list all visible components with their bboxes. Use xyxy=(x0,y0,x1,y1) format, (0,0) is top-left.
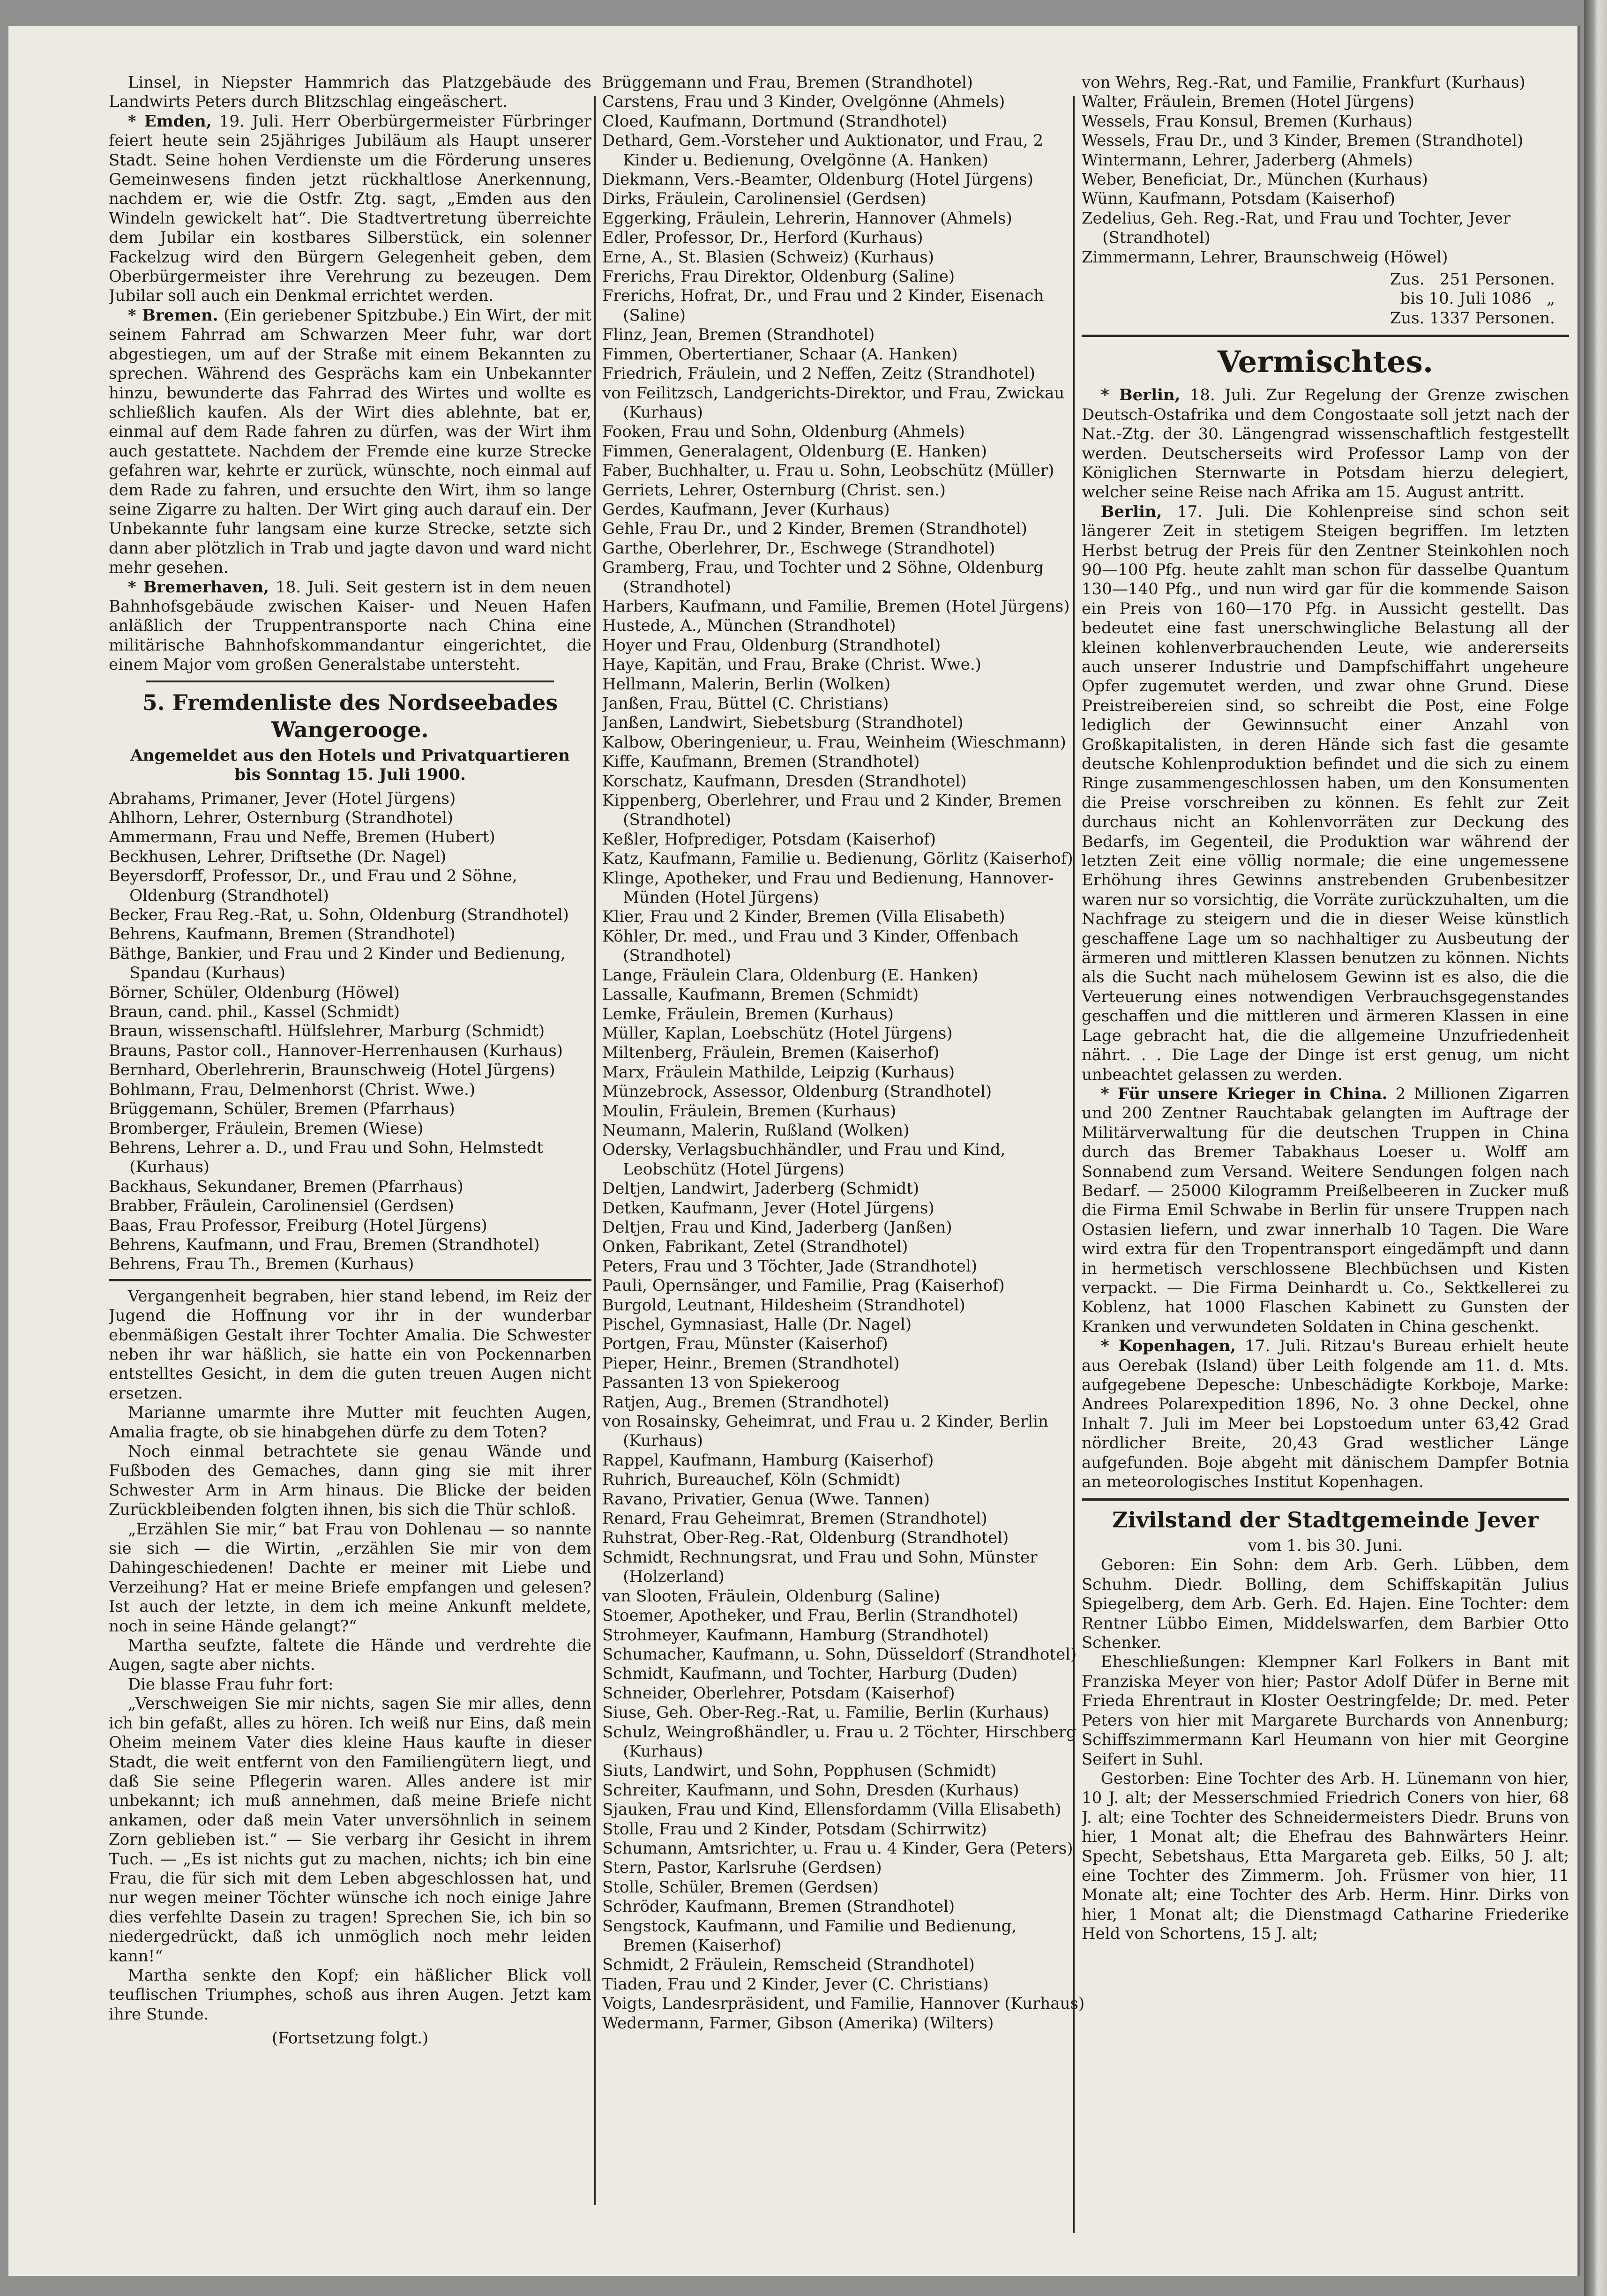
guest-list-date: bis Sonntag 15. Juli 1900. xyxy=(234,765,466,784)
guest-entry: Ravano, Privatier, Genua (Wwe. Tannen) xyxy=(602,1489,930,1509)
guest-entry: Dethard, Gem.-Vorsteher und Auktionator, und Frau, 2 Kinder u. Bedienung, Ovelgönne (A. Hanken) xyxy=(602,131,1044,170)
guest-entry: Brüggemann und Frau, Bremen (Strandhotel) xyxy=(602,73,973,92)
guest-entry: Deltjen, Frau und Kind, Jaderberg (Janßen) xyxy=(602,1218,952,1237)
guest-entry: Deltjen, Landwirt, Jaderberg (Schmidt) xyxy=(602,1179,919,1198)
guest-entry: Brüggemann, Schüler, Bremen (Pfarrhaus) xyxy=(109,1099,455,1119)
guest-entry: Kiffe, Kaufmann, Bremen (Strandhotel) xyxy=(602,752,920,771)
divider xyxy=(109,1279,591,1281)
civil-registry-heading: Zivilstand der Stadtgemeinde Jever xyxy=(1112,1507,1539,1533)
guest-entry: Faber, Buchhalter, u. Frau u. Sohn, Leobschütz (Müller) xyxy=(602,461,1054,480)
guest-entry: Backhaus, Sekundaner, Bremen (Pfarrhaus) xyxy=(109,1177,463,1196)
guest-entry: Bäthge, Bankier, und Frau und 2 Kinder und Bedienung, Spandau (Kurhaus) xyxy=(109,944,566,983)
guest-list-heading: 5. Fremdenliste des Nordseebades Wangerooge. xyxy=(142,689,558,742)
guest-entry: van Slooten, Fräulein, Oldenburg (Saline) xyxy=(602,1586,940,1606)
guest-entry: Börner, Schüler, Oldenburg (Höwel) xyxy=(109,983,400,1002)
guest-entry: Becker, Frau Reg.-Rat, u. Sohn, Oldenburg (Strandhotel) xyxy=(109,905,569,925)
guest-entry: Garthe, Oberlehrer, Dr., Eschwege (Strandhotel) xyxy=(602,538,995,558)
guest-entry: Keßler, Hofprediger, Potsdam (Kaiserhof) xyxy=(602,830,936,849)
guest-entry: Marx, Fräulein Mathilde, Leipzig (Kurhaus) xyxy=(602,1062,955,1082)
guest-entry: Hellmann, Malerin, Berlin (Wolken) xyxy=(602,674,891,694)
guest-entry: Zedelius, Geh. Reg.-Rat, und Frau und Tochter, Jever (Strandhotel) xyxy=(1082,209,1511,247)
guest-entry: Moulin, Fräulein, Bremen (Kurhaus) xyxy=(602,1101,897,1121)
guest-entry: Hoyer und Frau, Oldenburg (Strandhotel) xyxy=(602,636,941,655)
guest-entry: Janßen, Landwirt, Siebetsburg (Strandhotel) xyxy=(602,713,964,733)
guest-entry: Schulz, Weingroßhändler, u. Frau u. 2 Töchter, Hirschberg (Kurhaus) xyxy=(602,1722,1076,1761)
news-section xyxy=(109,73,591,675)
guest-totals xyxy=(1082,270,1569,328)
guest-entry: von Wehrs, Reg.-Rat, und Familie, Frankfurt (Kurhaus) xyxy=(1082,73,1525,92)
guest-entry: Ruhstrat, Ober-Reg.-Rat, Oldenburg (Strandhotel) xyxy=(602,1528,1009,1548)
guest-entry: Kalbow, Oberingenieur, u. Frau, Weinheim (Wieschmann) xyxy=(602,733,1066,752)
guest-entry: Walter, Fräulein, Bremen (Hotel Jürgens) xyxy=(1082,92,1414,112)
article-text: 17. Juli. Ritzau's Bureau erhielt heute aus Oerebak (Island) über Leith folgende am 11. d. Mts. aufgegebene Depesche: Unbeschädigte Korkboje, Marke: Andrees Polarexpedition 1896, No. 3 ohne Deckel, ohne Inhalt 7. Juli im Meer bei Lopstoedum unter 63,42 Grad nördlicher Breite, 20,43 Grad westlicher Länge aufgefunden. Boje abgeht mit dänischem Dampfer Botnia an meteorologisches Institut Kopenhagen. xyxy=(1082,1337,1569,1492)
guest-entry: Burgold, Leutnant, Hildesheim (Strandhotel) xyxy=(602,1295,965,1315)
misc-article xyxy=(1082,1337,1569,1492)
guest-entry: Stern, Pastor, Karlsruhe (Gerdsen) xyxy=(602,1858,882,1877)
guest-entry: Gehle, Frau Dr., und 2 Kinder, Bremen (Strandhotel) xyxy=(602,519,1027,538)
guest-entry: Schneider, Oberlehrer, Potsdam (Kaiserhof) xyxy=(602,1683,955,1703)
article-text: Linsel, in Niepster Hammrich das Platzgebäude des Landwirts Peters durch Blitzschlag eingeäschert. xyxy=(109,73,591,112)
misc-article xyxy=(1082,1084,1569,1337)
guest-entry: Stoemer, Apotheker, und Frau, Berlin (Strandhotel) xyxy=(602,1606,1018,1625)
guest-entry: Erne, A., St. Blasien (Schweiz) (Kurhaus) xyxy=(602,247,934,267)
article-dateline: * Emden, xyxy=(127,112,212,131)
misc-heading: Vermischtes. xyxy=(1217,344,1434,380)
guest-entry: Münzebrock, Assessor, Oldenburg (Strandhotel) xyxy=(602,1082,992,1101)
guest-entry: Passanten 13 von Spiekeroog xyxy=(602,1373,840,1392)
guest-entry: Fimmen, Obertertianer, Schaar (A. Hanken) xyxy=(602,344,958,364)
guest-entry: Fimmen, Generalagent, Oldenburg (E. Hanken) xyxy=(602,441,987,461)
guest-list-subheading: Angemeldet aus den Hotels und Privatquartieren xyxy=(130,746,570,765)
civil-paragraph: Geboren: Ein Sohn: dem Arb. Gerh. Lübben, dem Schuhm. Diedr. Bolling, dem Schiffskapitän Julius Spiegelberg, dem Arb. Gerh. Ed. Hajen. Eine Tochter: dem Rentner Lübbo Eimen, Middelswarfen, dem Barbier Otto Schenker. xyxy=(1082,1556,1569,1653)
guest-entry: Ammermann, Frau und Neffe, Bremen (Hubert) xyxy=(109,828,495,847)
story-paragraph: „Verschweigen Sie mir nichts, sagen Sie mir alles, denn ich bin gefaßt, alles zu hören. Ich weiß nur Eins, daß mein Oheim meinem Vater dies kleine Haus kaufte in dieser Stadt, die weit entfernt von den Familiengütern liegt, und daß Sie seine Pflegerin waren. Alles andere ist mir unbekannt; ich muß annehmen, daß meine Briefe nicht ankamen, oder daß mein Vater unversöhnlich in seinem Zorn geblieben ist.“ — Sie verbarg ihr Gesicht in ihrem Tuch. — „Es ist nichts gut zu machen, nichts; ich bin eine Frau, die für sich mit dem Leben abgeschlossen hat, und nur wegen meiner Töchter wünsche ich noch einige Jahre dies verfehlte Dasein zu tragen! Sprechen Sie, ich bin so niedergedrückt, daß ich unmöglich noch mehr leiden kann!“ xyxy=(109,1694,591,1966)
guest-entry: Köhler, Dr. med., und Frau und 3 Kinder, Offenbach (Strandhotel) xyxy=(602,927,1019,965)
guest-entry: Weber, Beneficiat, Dr., München (Kurhaus) xyxy=(1082,170,1428,189)
guest-entry: Schmidt, 2 Fräulein, Remscheid (Strandhotel) xyxy=(602,1955,975,1974)
guest-entry: Pieper, Heinr., Bremen (Strandhotel) xyxy=(602,1354,900,1373)
misc-article xyxy=(1082,502,1569,1084)
continuation-note: (Fortsetzung folgt.) xyxy=(271,2029,429,2048)
guest-entry: Klinge, Apotheker, und Frau und Bedienung, Hannover-Münden (Hotel Jürgens) xyxy=(602,868,1054,907)
guest-entry: Kippenberg, Oberlehrer, und Frau und 2 Kinder, Bremen (Strandhotel) xyxy=(602,791,1062,830)
article-dateline: * Berlin, xyxy=(1100,386,1181,405)
page-edge xyxy=(1584,0,1607,2296)
article-dateline: Berlin, xyxy=(1100,502,1162,521)
divider xyxy=(1082,1498,1569,1501)
guest-entry: Schumann, Amtsrichter, u. Frau u. 4 Kinder, Gera (Peters) xyxy=(602,1839,1073,1858)
guest-entry: Sjauken, Frau und Kind, Ellensfordamm (Villa Elisabeth) xyxy=(602,1800,1061,1819)
guest-entry: Behrens, Frau Th., Bremen (Kurhaus) xyxy=(109,1255,414,1274)
guest-entry: Fooken, Frau und Sohn, Oldenburg (Ahmels) xyxy=(602,422,965,441)
story-paragraph: Martha seufzte, faltete die Hände und verdrehte die Augen, sagte aber nichts. xyxy=(109,1636,591,1675)
article-text: (Ein geriebener Spitzbube.) Ein Wirt, der mit seinem Fahrrad am Schwarzen Meer fuhr, war dort abgestiegen, um auf der Straße mit einem Bekannten zu sprechen. Während des Gesprächs kam ein Unbekannter hinzu, bewunderte das Fahrrad des Wirtes und wollte es schließlich kaufen. Als der Wirt dies ablehnte, bat er, einmal auf dem Rade fahren zu dürfen, was der Wirt ihm auch gestattete. Nachdem der Fremde eine kurze Strecke gefahren war, kehrte er zurück, wünschte, noch einmal auf dem Rade zu fahren, und ersuchte den Wirt, ihm so lange seine Zigarre zu halten. Der Wirt ging auch darauf ein. Der Unbekannte fuhr langsam eine kurze Strecke, setzte sich dann aber plötzlich in Trab und jagte davon und ward nicht mehr gesehen. xyxy=(109,306,591,577)
article-text: 17. Juli. Die Kohlenpreise sind schon seit längerer Zeit in stetigem Steigen begriffen. Im letzten Herbst betrug der Preis für den Zentner Steinkohlen noch 90—100 Pfg. heute zahlt man schon für dasselbe Quantum 130—140 Pfg., und nun wird gar für die kommende Saison ein Preis von 160—170 Pfg. in Aussicht gestellt. Das bedeutet eine fast unerschwingliche Belastung all der kleinen kohlenverbrauchenden Leute, wie andererseits auch unserer Industrie und Dampfschiffahrt ungeheure Opfer zugemutet werden, und zwar ohne Grund. Diese Preistreibereien sind, so schreibt die Post, eine Folge lediglich der Gewinnsucht einer Anzahl von Großkapitalisten, in deren Hände sich fast die gesamte deutsche Kohlenproduktion befindet und die sich zu einem Ringe zusammengeschlossen haben, um den Konsumenten die Preise vorschreiben zu können. Es fehlt zur Zeit durchaus nicht an Kohlenvorräten zur Deckung des Bedarfs, im Gegenteil, die Produktion war während der letzten Zeit eine völlig normale; die eine ungemessene Erhöhung ihres Gewinns anstrebenden Grubenbesitzer waren nur so vorsichtig, die Vorräte zurückzuhalten, um die Nachfrage zu steigern und die in dieser Weise künstlich geschaffene Lage um so nachhaltiger zu Ausbeutung der ärmeren und mittleren Klassen benutzen zu können. Nichts als die Sucht nach mühelosem Gewinn ist es also, die die Verteuerung eines notwendigen Verbrauchsgegenstandes geschaffen und die mittleren und ärmeren Klassen in eine Lage gebracht hat, die die allgemeine Unzufriedenheit nährt. . . Die Lage der Dinge ist erst genug, um nicht unbeachtet gelassen zu werden. xyxy=(1082,502,1569,1084)
article-text: 2 Millionen Zigarren und 200 Zentner Rauchtabak gelangten im Auftrage der Militärverwaltung für die deutschen Truppen in China durch das Bremer Tabakhaus Loeser u. Wolff am Sonnabend zum Versand. Weitere Sendungen folgen nach Bedarf. — 25000 Kilogramm Preißelbeeren in Zucker muß die Firma Emil Schwabe in Berlin für unsere Truppen nach Ostasien liefern, und zwar innerhalb 10 Tagen. Die Ware wird extra für den Tropentransport eingedämpft und dann in hermetisch verschlossene Blechbüchsen und Kisten verpackt. — Die Firma Deinhardt u. Co., Sektkellerei zu Koblenz, hat 1000 Flaschen Kabinett zu Gunsten der Kranken und verwundeten Soldaten in China geschenkt. xyxy=(1082,1084,1569,1336)
guest-entry: Dirks, Fräulein, Carolinensiel (Gerdsen) xyxy=(602,189,927,209)
guest-entry: Braun, cand. phil., Kassel (Schmidt) xyxy=(109,1002,400,1022)
guest-entry: Behrens, Kaufmann, und Frau, Bremen (Strandhotel) xyxy=(109,1235,540,1254)
misc-article xyxy=(1082,386,1569,502)
guest-entry: Pauli, Opernsänger, und Familie, Prag (Kaiserhof) xyxy=(602,1276,1005,1295)
guest-entry: Wintermann, Lehrer, Jaderberg (Ahmels) xyxy=(1082,150,1413,170)
news-article xyxy=(109,112,591,306)
guest-entry: Voigts, Landesrpräsident, und Familie, Hannover (Kurhaus) xyxy=(602,1994,1085,2013)
guest-entry: Wedermann, Farmer, Gibson (Amerika) (Wilters) xyxy=(602,2013,994,2033)
guest-entry: Abrahams, Primaner, Jever (Hotel Jürgens) xyxy=(109,789,456,808)
guest-entry: Eggerking, Fräulein, Lehrerin, Hannover (Ahmels) xyxy=(602,209,1012,228)
guest-entry: Ruhrich, Bureauchef, Köln (Schmidt) xyxy=(602,1470,901,1489)
guest-entry: Flinz, Jean, Bremen (Strandhotel) xyxy=(602,325,875,344)
story-paragraph: „Erzählen Sie mir,“ bat Frau von Dohlenau — so nannte sie sich — die Wirtin, „erzählen Sie mir von dem Dahingeschiedenen! Dachte er meiner mit Liebe und Verzeihung? Hat er meine Briefe empfangen und gelesen? Ist auch der letzte, in dem ich meine Ankunft meldete, noch in seine Hände gelangt?“ xyxy=(109,1519,591,1636)
guest-entry: Tiaden, Frau und 2 Kinder, Jever (C. Christians) xyxy=(602,1974,989,1994)
article-dateline: * Kopenhagen, xyxy=(1100,1337,1236,1356)
guest-entry: Detken, Kaufmann, Jever (Hotel Jürgens) xyxy=(602,1198,934,1218)
guest-entry: Haye, Kapitän, und Frau, Brake (Christ. Wwe.) xyxy=(602,655,981,674)
news-article xyxy=(109,306,591,578)
guest-entry: Brauns, Pastor coll., Hannover-Herrenhausen (Kurhaus) xyxy=(109,1041,563,1060)
guest-entry: Renard, Frau Geheimrat, Bremen (Strandhotel) xyxy=(602,1509,987,1528)
guest-entry: Pischel, Gymnasiast, Halle (Dr. Nagel) xyxy=(602,1315,912,1334)
guest-entry: Cloed, Kaufmann, Dortmund (Strandhotel) xyxy=(602,112,947,131)
story-paragraph: Martha senkte den Kopf; ein häßlicher Blick voll teuflischen Triumphes, schoß aus ihren Augen. Jetzt kam ihre Stunde. xyxy=(109,1966,591,2024)
guest-entry: Wünn, Kaufmann, Potsdam (Kaiserhof) xyxy=(1082,189,1395,209)
guest-entry: Hustede, A., München (Strandhotel) xyxy=(602,616,896,636)
guest-entry: Lassalle, Kaufmann, Bremen (Schmidt) xyxy=(602,985,919,1004)
guest-entry: Harbers, Kaufmann, und Familie, Bremen (Hotel Jürgens) xyxy=(602,597,1070,616)
guest-entry: Gerdes, Kaufmann, Jever (Kurhaus) xyxy=(602,500,890,519)
total-line: Zus. 251 Personen. xyxy=(1390,270,1555,289)
column-middle xyxy=(602,73,1085,2248)
guest-entry: Ratjen, Aug., Bremen (Strandhotel) xyxy=(602,1392,889,1412)
article-dateline: * Für unsere Krieger in China. xyxy=(1100,1084,1388,1103)
guest-entry: Ahlhorn, Lehrer, Osternburg (Strandhotel) xyxy=(109,808,454,827)
guest-entry: Schmidt, Kaufmann, und Tochter, Harburg (Duden) xyxy=(602,1664,1018,1683)
guest-entry: Gramberg, Frau, und Tochter und 2 Söhne, Oldenburg (Strandhotel) xyxy=(602,558,1044,597)
guest-entry: Bromberger, Fräulein, Bremen (Wiese) xyxy=(109,1119,424,1138)
story-paragraph: Noch einmal betrachtete sie genau Wände und Fußboden des Gemaches, dann ging sie mit ihrer Schwester Arm in Arm hinaus. Die Blicke der beiden Zurückbleibenden folgten ihnen, bis sich die Thür schloß. xyxy=(109,1442,591,1519)
guest-entry: Stolle, Schüler, Bremen (Gerdsen) xyxy=(602,1877,879,1897)
guest-entry: Schreiter, Kaufmann, und Sohn, Dresden (Kurhaus) xyxy=(602,1780,1019,1800)
story-paragraph: Marianne umarmte ihre Mutter mit feuchten Augen, Amalia fragte, ob sie hinabgehen dürfe zu dem Toten? xyxy=(109,1403,591,1442)
civil-registry-period: vom 1. bis 30. Juni. xyxy=(1248,1536,1403,1556)
guest-entry: Wessels, Frau Konsul, Bremen (Kurhaus) xyxy=(1082,112,1413,131)
divider xyxy=(1082,335,1569,337)
guest-entry: Peters, Frau und 3 Töchter, Jade (Strandhotel) xyxy=(602,1256,978,1276)
guest-entry: Frerichs, Frau Direktor, Oldenburg (Saline) xyxy=(602,267,955,286)
guest-entry: Bohlmann, Frau, Delmenhorst (Christ. Wwe.) xyxy=(109,1080,476,1099)
serial-story xyxy=(109,1287,591,2024)
civil-paragraph: Eheschließungen: Klempner Karl Folkers in Bant mit Franziska Meyer von hier; Pastor Adolf Düfer in Berne mit Frieda Ehrentraut in Kloster Oestringfelde; Dr. med. Peter Peters von hier mit Margarete Burchards von Annenburg; Schiffszimmermann Karl Heumann von hier mit Georgine Seifert in Suhl. xyxy=(1082,1653,1569,1769)
guest-entry: Siuts, Landwirt, und Sohn, Popphusen (Schmidt) xyxy=(602,1761,997,1780)
column-rule xyxy=(594,96,596,2205)
guest-entry: Beyersdorff, Professor, Dr., und Frau und 2 Söhne, Oldenburg (Strandhotel) xyxy=(109,867,517,905)
guest-entry: Odersky, Verlagsbuchhändler, und Frau und Kind, Leobschütz (Hotel Jürgens) xyxy=(602,1140,1006,1179)
guest-list xyxy=(1082,73,1569,267)
article-dateline: * Bremerhaven, xyxy=(127,577,269,597)
guest-entry: Katz, Kaufmann, Familie u. Bedienung, Görlitz (Kaiserhof) xyxy=(602,849,1073,868)
guest-entry: Friedrich, Fräulein, und 2 Neffen, Zeitz (Strandhotel) xyxy=(602,364,1035,383)
guest-entry: Bernhard, Oberlehrerin, Braunschweig (Hotel Jürgens) xyxy=(109,1061,555,1080)
guest-entry: Janßen, Frau, Büttel (C. Christians) xyxy=(602,694,889,713)
column-right xyxy=(1082,73,1569,2248)
guest-entry: Lemke, Fräulein, Bremen (Kurhaus) xyxy=(602,1004,894,1024)
total-line: bis 10. Juli 1086 „ xyxy=(1400,289,1555,308)
guest-entry: Behrens, Kaufmann, Bremen (Strandhotel) xyxy=(109,925,456,944)
civil-paragraph: Gestorben: Eine Tochter des Arb. H. Lünemann von hier, 10 J. alt; der Messerschmied Friedrich Coners von hier, 68 J. alt; eine Tochter des Schneidermeisters Diedr. Bruns von hier, 1 Monat alt; die Ehefrau des Bahnwärters Heinr. Specht, Sebetshaus, Etta Margareta geb. Eilks, 50 J. alt; eine Tochter des Zimmerm. Joh. Früsmer von hier, 11 Monate alt; eine Tochter des Arb. Herm. Hinr. Dirks von hier, 1 Monat alt; die Dienstmagd Catharine Friederike Held von Schortens, 15 J. alt; xyxy=(1082,1769,1569,1944)
article-dateline: * Bremen. xyxy=(127,306,218,325)
guest-entry: Wessels, Frau Dr., und 3 Kinder, Bremen (Strandhotel) xyxy=(1082,131,1524,150)
misc-section xyxy=(1082,386,1569,1492)
story-paragraph: Vergangenheit begraben, hier stand lebend, im Reiz der Jugend die Hoffnung vor ihr in der wunderbar ebenmäßigen Gestalt ihrer Tochter Amalia. Die Schwester neben ihr war häßlich, sie hatte ein von Pockennarben entstelltes Gesicht, in dem die guten treuen Augen nicht ersetzen. xyxy=(109,1286,591,1403)
guest-entry: Brabber, Fräulein, Carolinensiel (Gerdsen) xyxy=(109,1197,454,1216)
guest-entry: Neumann, Malerin, Rußland (Wolken) xyxy=(602,1121,910,1140)
article-text: 19. Juli. Herr Oberbürgermeister Fürbringer feiert heute sein 25jähriges Jubiläum als Haupt unserer Stadt. Seine hohen Verdienste um die Förderung unseres Gemeinwesens finden jetzt rückhaltlose Anerkennung, nachdem er, wie die Ostfr. Ztg. sagt, „Emden aus den Windeln gewickelt hat“. Die Stadtvertretung überreichte dem Jubilar ein kostbares Silberstück, ein solenner Fackelzug wird den Bürgern Gelegenheit geben, dem Oberbürgermeister ihre Verehrung zu bezeugen. Dem Jubilar soll auch ein Denkmal errichtet werden. xyxy=(109,112,591,306)
guest-entry: Schröder, Kaufmann, Bremen (Strandhotel) xyxy=(602,1897,955,1916)
guest-entry: Schmidt, Rechnungsrat, und Frau und Sohn, Münster (Holzerland) xyxy=(602,1548,1038,1586)
guest-entry: Carstens, Frau und 3 Kinder, Ovelgönne (Ahmels) xyxy=(602,92,1005,112)
news-article xyxy=(109,73,591,112)
guest-list xyxy=(602,73,1085,2033)
guest-entry: Gerriets, Lehrer, Osternburg (Christ. sen.) xyxy=(602,480,946,500)
divider xyxy=(146,681,554,682)
guest-entry: Edler, Professor, Dr., Herford (Kurhaus) xyxy=(602,228,923,247)
guest-entry: Siuse, Geh. Ober-Reg.-Rat, u. Familie, Berlin (Kurhaus) xyxy=(602,1703,1049,1722)
guest-entry: Lange, Fräulein Clara, Oldenburg (E. Hanken) xyxy=(602,965,979,985)
guest-entry: Frerichs, Hofrat, Dr., und Frau und 2 Kinder, Eisenach (Saline) xyxy=(602,286,1044,325)
article-text: 18. Juli. Zur Regelung der Grenze zwischen Deutsch-Ostafrika und dem Congostaate soll jetzt nach der Nat.-Ztg. der 30. Längengrad wissenschaftlich festgestellt werden. Deutscherseits wird Professor Lamp von der Königlichen Sternwarte in Potsdam hierzu delegiert, welcher seine Reise nach Afrika am 15. August antritt. xyxy=(1082,386,1569,502)
news-article xyxy=(109,578,591,675)
guest-entry: Klier, Frau und 2 Kinder, Bremen (Villa Elisabeth) xyxy=(602,907,1005,927)
guest-entry: Baas, Frau Professor, Freiburg (Hotel Jürgens) xyxy=(109,1216,487,1235)
total-line: Zus. 1337 Personen. xyxy=(1390,308,1555,328)
guest-entry: Korschatz, Kaufmann, Dresden (Strandhotel) xyxy=(602,771,967,791)
guest-entry: Portgen, Frau, Münster (Kaiserhof) xyxy=(602,1334,888,1354)
guest-entry: Braun, wissenschaftl. Hülfslehrer, Marburg (Schmidt) xyxy=(109,1022,545,1041)
guest-entry: Rappel, Kaufmann, Hamburg (Kaiserhof) xyxy=(602,1451,934,1470)
guest-entry: von Feilitzsch, Landgerichts-Direktor, und Frau, Zwickau (Kurhaus) xyxy=(602,383,1065,422)
guest-entry: Strohmeyer, Kaufmann, Hamburg (Strandhotel) xyxy=(602,1625,989,1645)
guest-entry: Behrens, Lehrer a. D., und Frau und Sohn, Helmstedt (Kurhaus) xyxy=(109,1138,543,1177)
guest-entry: Zimmermann, Lehrer, Braunschweig (Höwel) xyxy=(1082,247,1448,267)
column-left xyxy=(109,73,591,2243)
guest-entry: Beckhusen, Lehrer, Driftsethe (Dr. Nagel) xyxy=(109,847,447,866)
guest-list xyxy=(109,789,591,1274)
story-paragraph: Die blasse Frau fuhr fort: xyxy=(127,1675,334,1694)
guest-entry: Diekmann, Vers.-Beamter, Oldenburg (Hotel Jürgens) xyxy=(602,170,1034,189)
guest-entry: Onken, Fabrikant, Zetel (Strandhotel) xyxy=(602,1237,908,1256)
guest-entry: Miltenberg, Fräulein, Bremen (Kaiserhof) xyxy=(602,1043,940,1062)
civil-registry xyxy=(1082,1556,1569,1944)
guest-entry: von Rosainsky, Geheimrat, und Frau u. 2 Kinder, Berlin (Kurhaus) xyxy=(602,1412,1048,1451)
guest-entry: Schumacher, Kaufmann, u. Sohn, Düsseldorf (Strandhotel) xyxy=(602,1645,1077,1664)
article-text: 18. Juli. Seit gestern ist in dem neuen Bahnhofsgebäude zwischen Kaiser- und Neuen Hafen anläßlich der Truppentransporte nach China eine militärische Bahnhofskommandantur eingerichtet, die einem Major vom großen Generalstabe untersteht. xyxy=(109,577,591,674)
guest-entry: Sengstock, Kaufmann, und Familie und Bedienung, Bremen (Kaiserhof) xyxy=(602,1916,1017,1955)
guest-entry: Stolle, Frau und 2 Kinder, Potsdam (Schirrwitz) xyxy=(602,1819,987,1839)
guest-entry: Müller, Kaplan, Loebschütz (Hotel Jürgens) xyxy=(602,1024,953,1043)
